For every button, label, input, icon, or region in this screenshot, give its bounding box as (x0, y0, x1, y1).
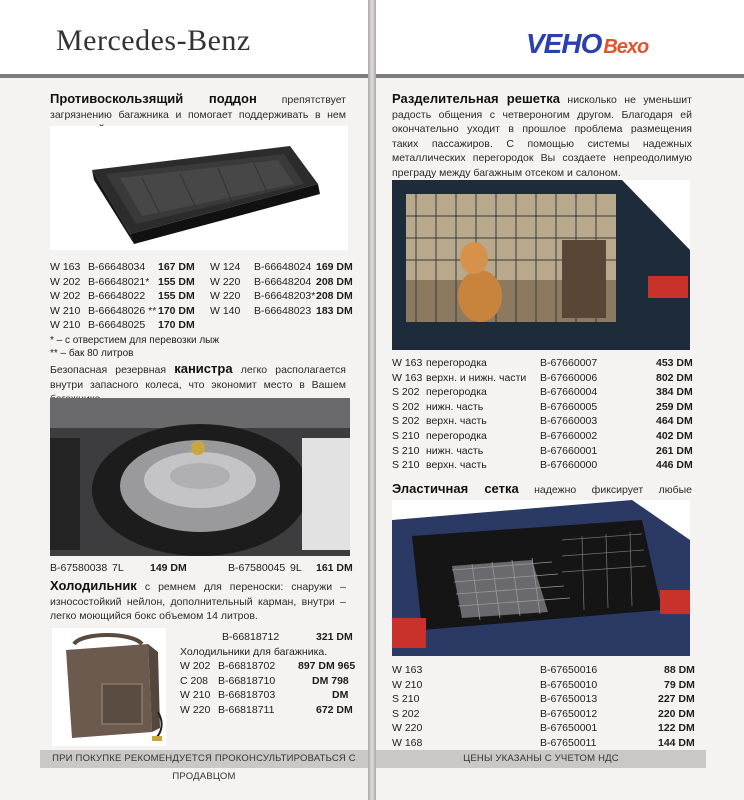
table-row: B-67580038 7L 149 DM B-67580045 9L 161 DM (50, 562, 353, 574)
canister-price-table (50, 561, 353, 576)
table-row: W 210 B-66818703 DM (180, 689, 349, 702)
fridge-price-table (172, 630, 356, 718)
table-row: S 210 перегородка B-67660002 402 DM (392, 429, 693, 442)
table-row: S 210 верхн. часть B-67660000 446 DM (392, 459, 693, 472)
table-row: W 202 B-66648021* 155 DM W 220 B-66648204 208 DM (50, 275, 353, 288)
fridge-title: Холодильник (50, 578, 137, 593)
table-row: W 163 B-66648034 167 DM W 124 B-66648024 169 DM (50, 261, 353, 273)
book-spine (368, 0, 376, 800)
table-row: W 163 B-67650016 88 DM (392, 664, 695, 676)
table-row: W 202 B-66818702 897 DM 965 (180, 660, 356, 673)
dog-guard-photo (392, 180, 690, 350)
table-row: W 220 B-66818711 672 DM (180, 703, 353, 716)
fridge-description: Холодильник с ремнем для переноски: снаружи – износостойкий нейлон, дополнительный карман, внутри – легко моющийся бокс объемом 14 литров. (50, 578, 346, 622)
table-row: S 210 B-67650013 227 DM (392, 693, 695, 706)
net-price-table (392, 663, 695, 751)
footer-left: ПРИ ПОКУПКЕ РЕКОМЕНДУЕТСЯ ПРОКОНСУЛЬТИРОВАТЬСЯ С ПРОДАВЦОМ (40, 750, 368, 768)
canister-description: Безопасная резервная канистра легко располагается внутри запасного колеса, что экономит место в Вашем (50, 361, 346, 391)
grille-price-table (392, 356, 692, 473)
net-title: Эластичная сетка (392, 481, 519, 496)
mat-notes (50, 334, 346, 360)
brand-mercedes-logo: Mercedes-Benz (56, 24, 251, 57)
table-row: S 202 B-67650012 220 DM (392, 707, 695, 720)
mat-note-tank: ** – бак 80 литров (50, 348, 134, 359)
fridge-subtitle: Холодильники для багажника. (180, 645, 328, 658)
table-row: W 220 B-67650001 122 DM (392, 722, 695, 735)
mat-price-table (50, 260, 353, 333)
table-row: W 168 B-67650011 144 DM (392, 736, 695, 749)
table-row: S 202 перегородка B-67660004 384 DM (392, 386, 693, 399)
trunk-mat-photo (50, 126, 348, 250)
grille-description: Разделительная решетка нисколько не уменьшит радость общения с четвероногим другом. Благодаря ей окончательно уходит в прошлое проблема размещения таких пассажиров. С помощью системы надежных металлических перегородок Вы создаете непреодолимую преграду между багажным отсеком и салоном. (392, 91, 692, 179)
mat-note-ski: * – с отверстием для перевозки лыж (50, 335, 220, 346)
mat-title: Противоскользящий поддон (50, 91, 257, 106)
left-header (0, 0, 368, 78)
net-description: Эластичная сетка надежно фиксирует любые (392, 481, 692, 496)
right-page (376, 0, 744, 800)
footer-right: ЦЕНЫ УКАЗАНЫ С УЧЕТОМ НДС (376, 750, 706, 768)
table-row: W 202 B-66648022 155 DM W 220 B-66648203* 208 DM (50, 290, 353, 303)
table-row: S 202 нижн. часть B-67660005 259 DM (392, 400, 693, 413)
table-row: W 163 верхн. и нижн. части B-67660006 802 DM (392, 371, 693, 384)
left-page (0, 0, 368, 800)
table-row: W 210 B-66648026 ** 170 DM W 140 B-66648023 183 DM (50, 304, 353, 317)
table-row: W 210 B-66648025 170 DM (50, 319, 195, 332)
table-row: B-66818712 321 DM (222, 631, 353, 643)
table-row: S 210 нижн. часть B-67660001 261 DM (392, 444, 693, 457)
right-header (376, 0, 744, 78)
mat-text: препятствует загрязнению багажника и помогает поддерживать в нем (50, 94, 346, 121)
spare-canister-photo (50, 398, 350, 556)
brand-veho-logo: VEHO Bexo (526, 28, 649, 59)
grille-title: Разделительная решетка (392, 91, 560, 106)
table-row: W 210 B-67650010 79 DM (392, 678, 695, 691)
table-row: C 208 B-66818710 DM 798 (180, 674, 349, 687)
cooler-bag-photo (52, 628, 166, 746)
table-row: S 202 верхн. часть B-67660003 464 DM (392, 415, 693, 428)
canister-title: канистра (174, 361, 233, 376)
cargo-net-photo (392, 500, 690, 656)
table-row: W 163 перегородка B-67660007 453 DM (392, 357, 693, 369)
